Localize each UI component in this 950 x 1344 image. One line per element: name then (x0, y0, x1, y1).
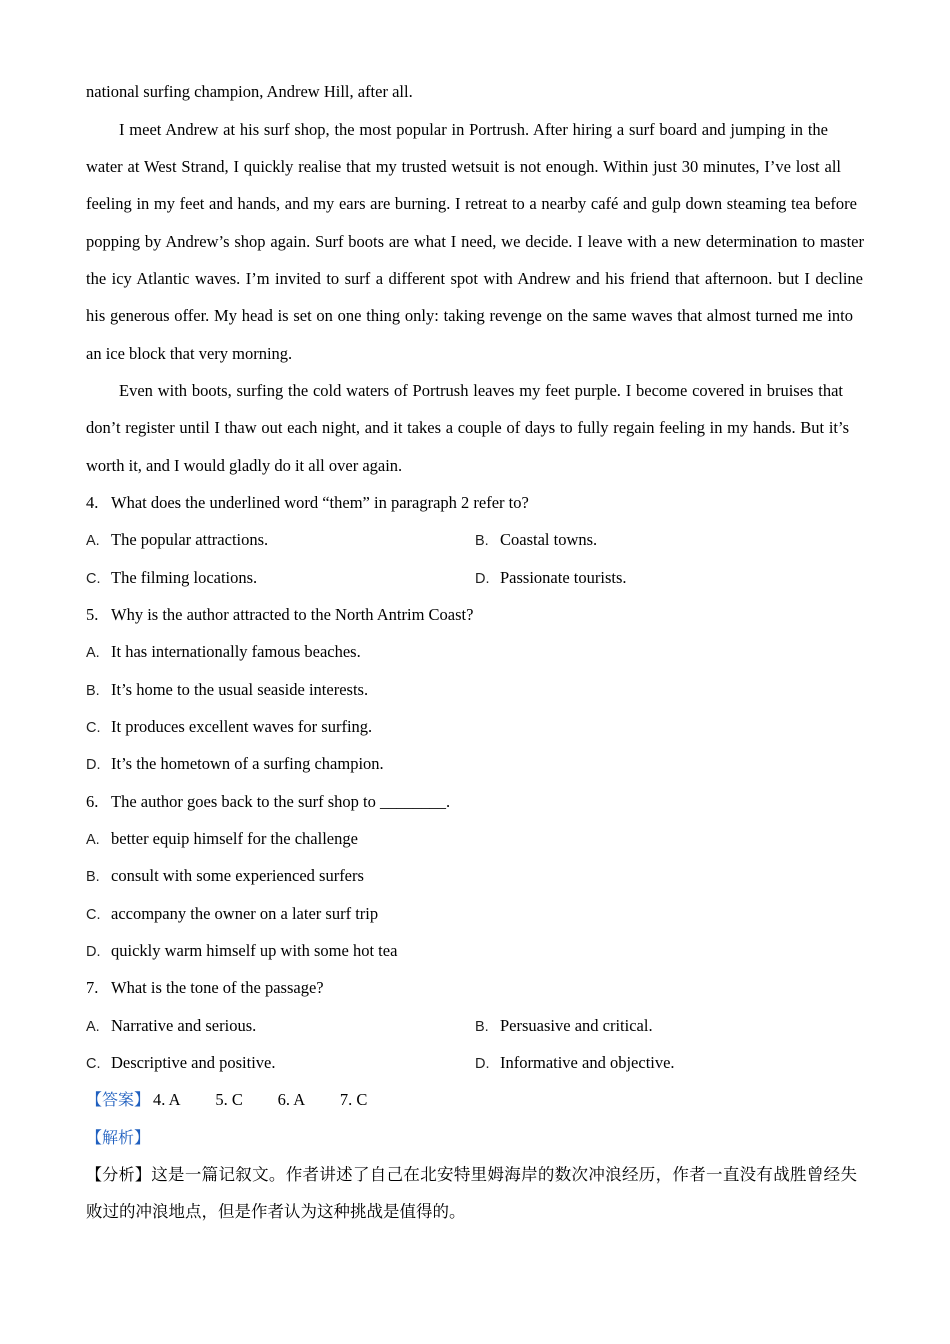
option-text: The filming locations. (111, 567, 258, 587)
option-d (475, 1044, 675, 1083)
option-text: It produces excellent waves for surfing. (111, 716, 373, 736)
question-4-options-row (86, 559, 950, 596)
option-letter: D. (475, 1055, 490, 1072)
option-b (86, 671, 950, 708)
passage-line: worth it, and I would gladly do it all over again. (86, 455, 403, 475)
option-a (86, 1007, 475, 1046)
option-text: consult with some experienced surfers (111, 866, 364, 886)
option-b (86, 857, 950, 894)
question-text: What does the underlined word “them” in paragraph 2 refer to? (111, 492, 529, 512)
option-text: Descriptive and positive. (111, 1052, 276, 1072)
option-text: accompany the owner on a later surf trip (111, 903, 379, 923)
question-number: 6. (86, 791, 99, 811)
option-text: It’s home to the usual seaside interests. (111, 679, 369, 699)
option-c (86, 708, 950, 745)
option-text: It has internationally famous beaches. (111, 642, 361, 662)
option-text: Coastal towns. (500, 530, 598, 550)
passage-line: don’t register until I thaw out each night, and it takes a couple of days to fully regain feeling in my hands. But it’s (86, 418, 849, 438)
question-number: 5. (86, 604, 99, 624)
passage-line: feeling in my feet and hands, and my ears are burning. I retreat to a nearby café and gulp down steaming tea before (86, 194, 857, 214)
answer-line (86, 1081, 950, 1118)
answer-item: 5. C (215, 1090, 243, 1110)
question-4-stem (86, 484, 950, 521)
option-text: Informative and objective. (500, 1052, 675, 1072)
passage-line: popping by Andrew’s shop again. Surf boots are what I need, we decide. I leave with a new determination to master (86, 231, 864, 251)
option-c (86, 895, 950, 932)
option-letter: D. (86, 757, 101, 774)
option-letter: C. (86, 570, 101, 587)
option-letter: B. (475, 533, 489, 550)
passage-line: Even with boots, surfing the cold waters of Portrush leaves my feet purple. I become covered in bruises that (119, 380, 843, 400)
option-text: Passionate tourists. (500, 567, 627, 587)
question-text: What is the tone of the passage? (111, 978, 324, 998)
answer-item: 4. A (153, 1090, 181, 1110)
option-letter: D. (86, 943, 101, 960)
option-text: The popular attractions. (111, 530, 269, 550)
question-4-options-row (86, 521, 950, 558)
option-a (86, 820, 950, 857)
option-text: quickly warm himself up with some hot tea (111, 940, 398, 960)
analysis-text: 这是一篇记叙文。作者讲述了自己在北安特里姆海岸的数次冲浪经历，作者一直没有战胜曾经失 (151, 1164, 857, 1184)
question-number: 4. (86, 492, 99, 512)
option-text: It’s the hometown of a surfing champion. (111, 754, 384, 774)
option-b (475, 1007, 653, 1046)
question-text: The author goes back to the surf shop to ________. (111, 791, 451, 811)
passage-line: water at West Strand, I quickly realise that my trusted wetsuit is not enough. Within just 30 minutes, I’ve lost all (86, 156, 841, 176)
option-d (86, 932, 950, 969)
explanation-label: 【解析】 (86, 1129, 151, 1147)
passage-line: his generous offer. My head is set on one thing only: taking revenge on the same waves that almost turned me into (86, 306, 853, 326)
passage-line: I meet Andrew at his surf shop, the most popular in Portrush. After hiring a surf board and jumping in the (119, 119, 828, 139)
question-text: Why is the author attracted to the North Antrim Coast? (111, 604, 474, 624)
option-letter: B. (86, 682, 100, 699)
analysis-line (86, 1156, 857, 1193)
analysis-label: 【分析】 (86, 1166, 152, 1184)
passage-line: an ice block that very morning. (86, 343, 293, 363)
option-letter: B. (86, 869, 100, 886)
option-letter: A. (86, 533, 100, 550)
passage-line: national surfing champion, Andrew Hill, after all. (86, 82, 413, 102)
option-letter: A. (86, 1018, 100, 1035)
option-letter: C. (86, 719, 101, 736)
answer-label: 【答案】 (86, 1092, 151, 1110)
option-text: Narrative and serious. (111, 1015, 257, 1035)
question-7-options-row (86, 1007, 950, 1044)
analysis-line: 败过的冲浪地点，但是作者认为这种挑战是值得的。 (86, 1202, 466, 1222)
option-letter: A. (86, 645, 100, 662)
option-letter: B. (475, 1018, 489, 1035)
question-6-stem (86, 783, 950, 820)
option-c (86, 559, 475, 598)
option-d (86, 745, 950, 782)
option-b (475, 521, 597, 560)
question-number: 7. (86, 978, 99, 998)
answer-item: 6. A (277, 1090, 306, 1110)
passage-line: the icy Atlantic waves. I’m invited to surf a different spot with Andrew and his friend that afternoon. but I decline (86, 268, 863, 288)
answer-item: 7. C (339, 1090, 368, 1110)
question-5-stem (86, 596, 950, 633)
option-a (86, 521, 475, 560)
question-7-stem (86, 969, 950, 1006)
option-letter: C. (86, 1055, 101, 1072)
option-letter: A. (86, 831, 100, 848)
option-text: better equip himself for the challenge (111, 828, 358, 848)
option-letter: D. (475, 570, 490, 587)
question-7-options-row (86, 1044, 950, 1081)
option-a (86, 633, 950, 670)
option-d (475, 559, 627, 598)
option-letter: C. (86, 906, 101, 923)
option-text: Persuasive and critical. (500, 1015, 653, 1035)
explanation-line (86, 1119, 950, 1156)
option-c (86, 1044, 475, 1083)
